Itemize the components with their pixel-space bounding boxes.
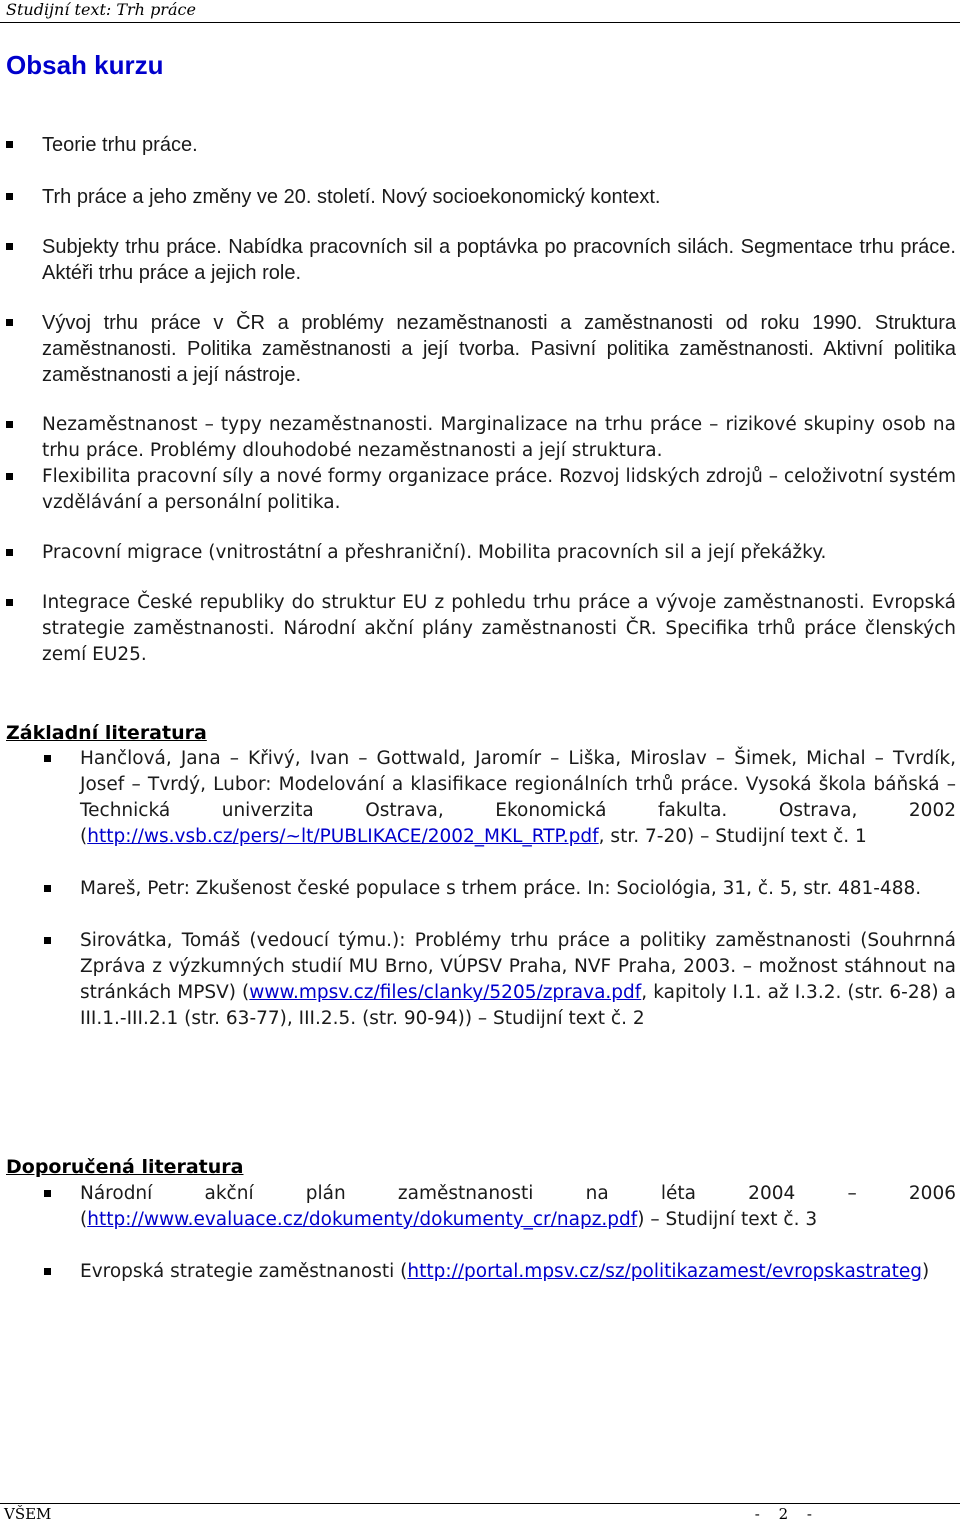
contents-item: Pracovní migrace (vnitrostátní a přeshraniční). Mobilita pracovních sil a její překážky. bbox=[6, 540, 956, 566]
bullet-icon bbox=[6, 141, 13, 148]
literature-item: Mareš, Petr: Zkušenost české populace s trhem práce. In: Sociológia, 31, č. 5, str. 481-488. bbox=[6, 876, 956, 902]
recommended-literature-heading: Doporučená literatura bbox=[6, 1156, 244, 1178]
literature-item: Hančlová, Jana – Křivý, Ivan – Gottwald, Jaromír – Liška, Miroslav – Šimek, Michal – Tvrdík, Josef – Tvrdý, Lubor: Modelování a klasifikace regionálních trhů práce. Vysoká škola báňská – Technická univerzita Ostrava, Ekonomická fakulta. Ostrava, 2002 (http://ws.vsb.cz/pers/~lt/PUBLIKACE/2002_MKL_RTP.pdf, str. 7-20) – Studijní text č. 1 bbox=[6, 746, 956, 850]
bullet-icon bbox=[6, 473, 13, 480]
literature-link[interactable]: http://ws.vsb.cz/pers/~lt/PUBLIKACE/2002_MKL_RTP.pdf bbox=[87, 826, 599, 847]
course-title: Obsah kurzu bbox=[6, 50, 164, 80]
bullet-icon bbox=[6, 243, 13, 250]
contents-item: Integrace České republiky do struktur EU z pohledu trhu práce a vývoje zaměstnanosti. Evropská strategie zaměstnanosti. Národní akční plány zaměstnanosti ČR. Specifika trhů práce členských zemí EU25. bbox=[6, 590, 956, 668]
footer-rule bbox=[0, 1503, 960, 1504]
literature-item: Evropská strategie zaměstnanosti (http://portal.mpsv.cz/sz/politikazamest/evropskastrateg) bbox=[6, 1259, 956, 1285]
header-title: Studijní text: Trh práce bbox=[6, 0, 196, 19]
literature-link[interactable]: http://portal.mpsv.cz/sz/politikazamest/evropskastrateg bbox=[407, 1261, 922, 1282]
bullet-icon bbox=[6, 193, 13, 200]
literature-link[interactable]: www.mpsv.cz/files/clanky/5205/zprava.pdf bbox=[249, 982, 642, 1003]
footer-institution: VŠEM bbox=[4, 1505, 52, 1523]
bullet-icon bbox=[6, 599, 13, 606]
bullet-icon bbox=[6, 319, 13, 326]
bullet-icon bbox=[44, 1268, 51, 1275]
contents-item: Trh práce a jeho změny ve 20. století. Nový socioekonomický kontext. bbox=[6, 184, 956, 210]
bullet-icon bbox=[44, 937, 51, 944]
bullet-icon bbox=[44, 885, 51, 892]
course-contents-list bbox=[6, 132, 956, 668]
literature-link[interactable]: http://www.evaluace.cz/dokumenty/dokumenty_cr/napz.pdf bbox=[87, 1209, 638, 1230]
bullet-icon bbox=[6, 421, 13, 428]
contents-item: Nezaměstnanost – typy nezaměstnanosti. Marginalizace na trhu práce – rizikové skupiny osob na trhu práce. Problémy dlouhodobé nezaměstnanosti a její struktura. bbox=[6, 412, 956, 464]
literature-item: Sirovátka, Tomáš (vedoucí týmu.): Problémy trhu práce a politiky zaměstnanosti (Souhrnná Zpráva z výzkumných studií MU Brno, VÚPSV Praha, NVF Praha, 2003. – možnost stáhnout na stránkách MPSV) (www.mpsv.cz/files/clanky/5205/zprava.pdf, kapitoly I.1. až I.3.2. (str. 6-28) a III.1.-III.2.1 (str. 63-77), III.2.5. (str. 90-94)) – Studijní text č. 2 bbox=[6, 928, 956, 1032]
basic-literature-list bbox=[6, 746, 956, 1032]
header-rule bbox=[0, 22, 960, 23]
recommended-literature-list bbox=[6, 1181, 956, 1285]
bullet-icon bbox=[6, 549, 13, 556]
contents-item: Vývoj trhu práce v ČR a problémy nezaměstnanosti a zaměstnanosti od roku 1990. Struktura zaměstnanosti. Politika zaměstnanosti a její tvorba. Pasivní politika zaměstnanosti. Aktivní politika zaměstnanosti a její nástroje. bbox=[6, 310, 956, 388]
bullet-icon bbox=[44, 755, 51, 762]
contents-item: Teorie trhu práce. bbox=[6, 132, 956, 158]
page-number: - 2 - bbox=[754, 1505, 812, 1523]
contents-item: Flexibilita pracovní síly a nové formy organizace práce. Rozvoj lidských zdrojů – celoživotní systém vzdělávání a personální politika. bbox=[6, 464, 956, 516]
contents-item: Subjekty trhu práce. Nabídka pracovních sil a poptávka po pracovních silách. Segmentace trhu práce. Aktéři trhu práce a jejich role. bbox=[6, 234, 956, 286]
basic-literature-heading: Základní literatura bbox=[6, 722, 207, 744]
bullet-icon bbox=[44, 1190, 51, 1197]
literature-item: Národní akční plán zaměstnanosti na léta 2004 – 2006 (http://www.evaluace.cz/dokumenty/dokumenty_cr/napz.pdf) – Studijní text č. 3 bbox=[6, 1181, 956, 1233]
